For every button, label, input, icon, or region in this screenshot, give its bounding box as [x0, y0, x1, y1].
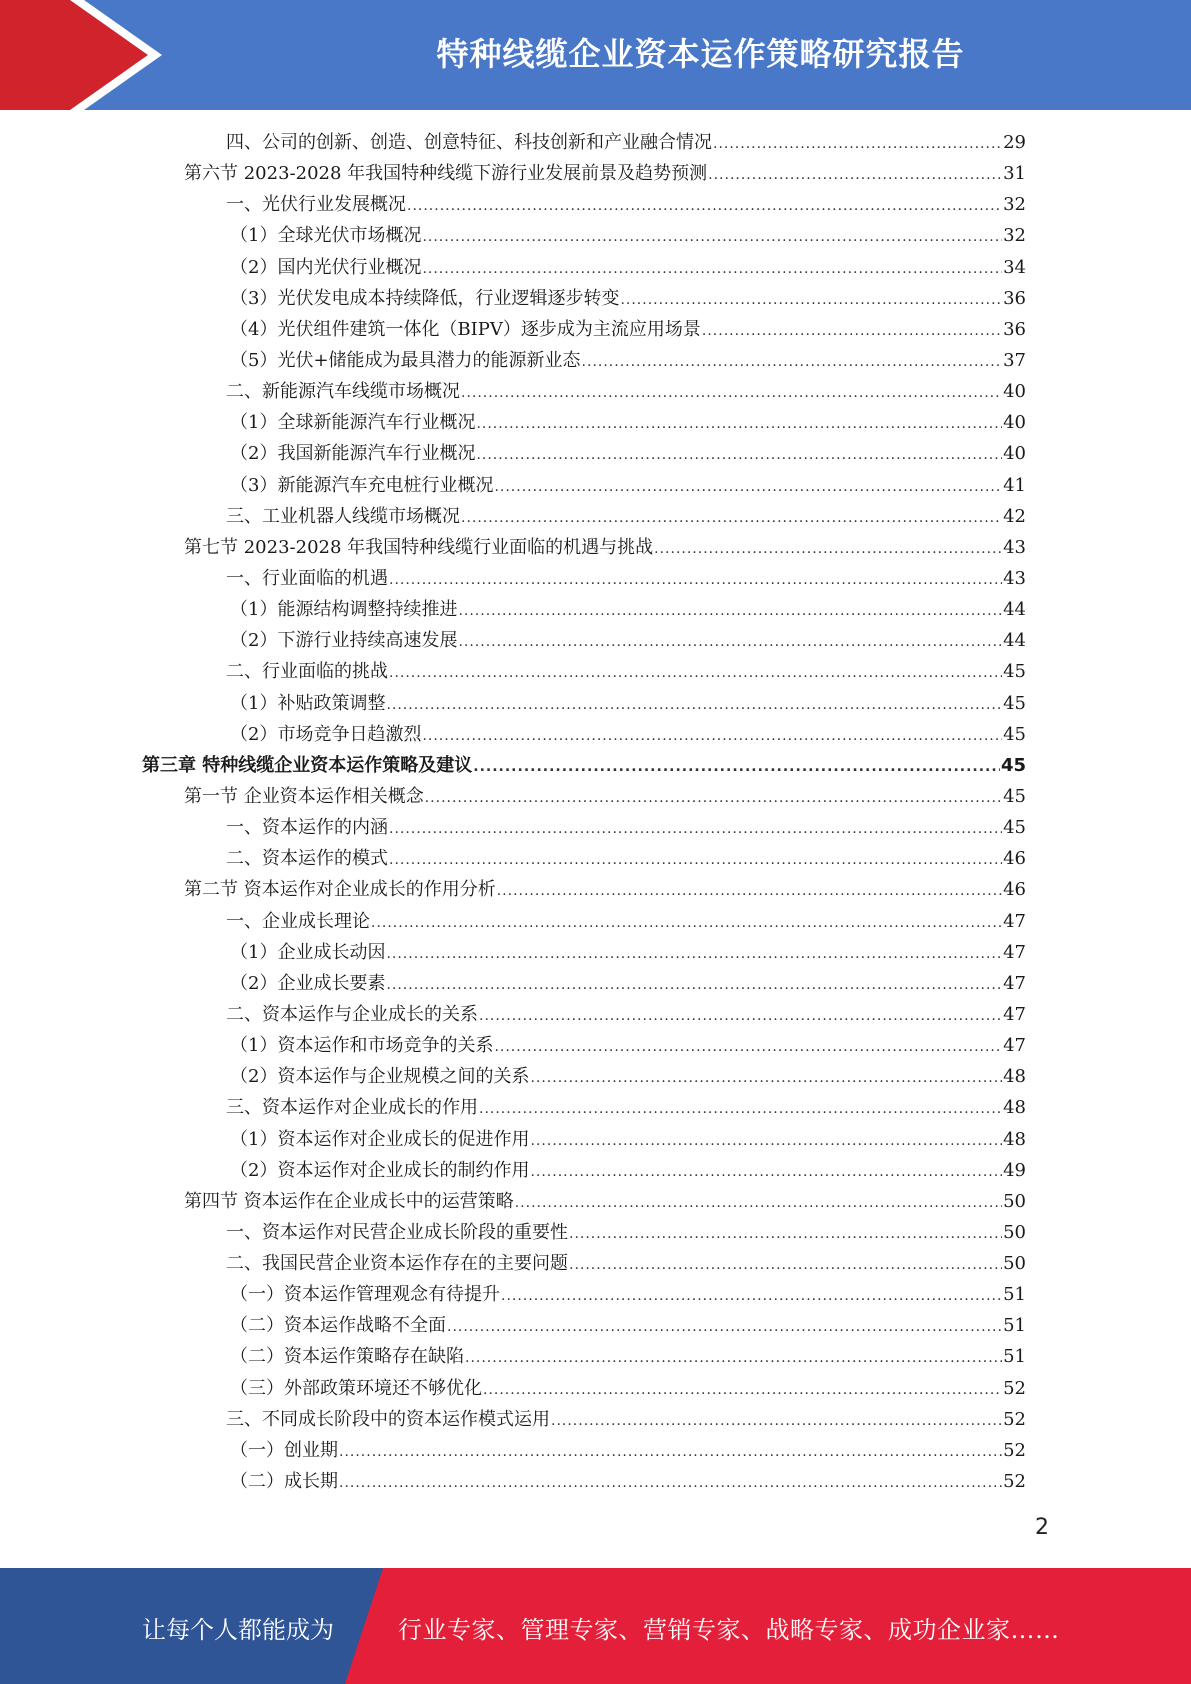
toc-entry-title: （5）光伏+储能成为最具潜力的能源新业态 [230, 349, 581, 371]
toc-leader-dots [551, 1406, 1002, 1437]
toc-entry[interactable] [142, 1310, 1026, 1341]
toc-entry[interactable] [142, 438, 1026, 469]
toc-entry-title: （2）企业成长要素 [230, 972, 386, 994]
toc-entry-page: 40 [1003, 443, 1026, 465]
toc-entry-page: 45 [1003, 785, 1026, 807]
toc-entry[interactable] [142, 345, 1026, 376]
toc-leader-dots [501, 1281, 1002, 1312]
toc-entry[interactable] [142, 1466, 1026, 1497]
toc-entry-title: 三、不同成长阶段中的资本运作模式运用 [226, 1408, 550, 1430]
toc-entry-page: 43 [1003, 536, 1026, 558]
toc-entry-title: （二）资本运作策略存在缺陷 [230, 1346, 464, 1368]
toc-entry[interactable] [142, 283, 1026, 314]
toc-entry-page: 42 [1003, 505, 1026, 527]
toc-leader-dots [476, 440, 1002, 471]
toc-leader-dots [654, 534, 1002, 565]
toc-entry[interactable] [142, 1341, 1026, 1372]
toc-entry-page: 47 [1003, 941, 1026, 963]
toc-leader-dots [458, 596, 1002, 627]
toc-entry-title: 四、公司的创新、创造、创意特征、科技创新和产业融合情况 [226, 132, 712, 153]
toc-entry[interactable] [142, 1435, 1026, 1466]
toc-leader-dots [483, 1375, 1002, 1406]
toc-entry-page: 41 [1003, 474, 1026, 496]
toc-leader-dots [371, 908, 1002, 939]
toc-entry-page: 45 [1000, 754, 1026, 776]
toc-entry-title: 一、光伏行业发展概况 [226, 194, 406, 216]
toc-entry[interactable] [142, 376, 1026, 407]
toc-entry-page: 45 [1003, 723, 1026, 745]
toc-entry[interactable] [142, 1217, 1026, 1248]
toc-entry-title: （1）企业成长动因 [230, 941, 386, 963]
toc-entry-page: 50 [1003, 1221, 1026, 1243]
toc-leader-dots [422, 222, 1002, 253]
toc-entry[interactable] [142, 1124, 1026, 1155]
toc-leader-dots [386, 939, 1002, 970]
toc-entry-title: 三、资本运作对企业成长的作用 [226, 1097, 478, 1119]
toc-entry-title: （2）我国新能源汽车行业概况 [230, 443, 476, 465]
toc-entry[interactable] [142, 874, 1026, 905]
toc-leader-dots [422, 254, 1002, 285]
toc-entry-page: 34 [1003, 256, 1026, 278]
toc-entry-title: （2）资本运作对企业成长的制约作用 [230, 1159, 530, 1181]
toc-entry[interactable] [142, 999, 1026, 1030]
toc-entry-page: 47 [1003, 910, 1026, 932]
toc-entry-title: 第六节 2023-2028 年我国特种线缆下游行业发展前景及趋势预测 [184, 163, 708, 185]
toc-entry-page: 29 [1003, 132, 1026, 153]
page-number: 2 [1035, 1515, 1049, 1540]
toc-leader-dots [458, 627, 1002, 658]
toc-entry[interactable] [142, 1279, 1026, 1310]
page-footer [0, 1568, 1191, 1684]
toc-leader-dots [530, 1063, 1002, 1094]
table-of-contents [142, 127, 1026, 1497]
page-header [0, 0, 1191, 110]
toc-entry-page: 32 [1003, 194, 1026, 216]
toc-entry[interactable] [142, 1061, 1026, 1092]
toc-entry-title: （3）新能源汽车充电桩行业概况 [230, 474, 494, 496]
toc-entry-page: 50 [1003, 1190, 1026, 1212]
toc-entry-page: 51 [1003, 1284, 1026, 1306]
toc-entry[interactable] [142, 781, 1026, 812]
toc-entry-page: 50 [1003, 1253, 1026, 1275]
toc-entry-page: 48 [1003, 1128, 1026, 1150]
toc-entry-title: （1）全球光伏市场概况 [230, 225, 422, 247]
toc-leader-dots [386, 690, 1002, 721]
toc-leader-dots [479, 1001, 1002, 1032]
toc-entry[interactable] [142, 470, 1026, 501]
toc-entry-page: 47 [1003, 1035, 1026, 1057]
toc-entry-title: （1）资本运作和市场竞争的关系 [230, 1035, 494, 1057]
toc-entry[interactable] [142, 127, 1026, 158]
toc-leader-dots [389, 814, 1002, 845]
toc-entry-title: 第七节 2023-2028 年我国特种线缆行业面临的机遇与挑战 [184, 536, 654, 558]
toc-entry-title: （二）资本运作战略不全面 [230, 1315, 446, 1337]
toc-leader-dots [386, 970, 1002, 1001]
toc-entry-page: 44 [1003, 630, 1026, 652]
toc-leader-dots [530, 1126, 1002, 1157]
toc-leader-dots [447, 1312, 1002, 1343]
toc-entry[interactable] [142, 968, 1026, 999]
toc-entry-title: （一）资本运作管理观念有待提升 [230, 1284, 500, 1306]
toc-leader-dots [389, 565, 1002, 596]
toc-entry-page: 47 [1003, 1003, 1026, 1025]
toc-entry-title: （3）光伏发电成本持续降低，行业逻辑逐步转变 [230, 287, 620, 309]
toc-entry-title: 第一节 企业资本运作相关概念 [184, 785, 424, 807]
toc-entry[interactable] [142, 314, 1026, 345]
toc-entry-page: 52 [1003, 1408, 1026, 1430]
toc-entry-page: 46 [1003, 879, 1026, 901]
toc-entry[interactable] [142, 252, 1026, 283]
toc-entry-page: 48 [1003, 1066, 1026, 1088]
toc-entry-title: （二）成长期 [230, 1471, 338, 1493]
report-title: 特种线缆企业资本运作策略研究报告 [436, 35, 965, 73]
toc-entry-title: 二、资本运作与企业成长的关系 [226, 1003, 478, 1025]
footer-slogan-left: 让每个人都能成为 [142, 1616, 334, 1644]
toc-entry[interactable] [142, 688, 1026, 719]
toc-entry-title: （1）能源结构调整持续推进 [230, 599, 458, 621]
toc-entry-title: （1）全球新能源汽车行业概况 [230, 412, 476, 434]
toc-entry-page: 47 [1003, 972, 1026, 994]
toc-entry-title: 第二节 资本运作对企业成长的作用分析 [184, 879, 496, 901]
toc-entry-page: 36 [1003, 318, 1026, 340]
toc-entry-page: 36 [1003, 287, 1026, 309]
toc-entry[interactable] [142, 937, 1026, 968]
toc-leader-dots [494, 472, 1002, 503]
toc-entry[interactable] [142, 563, 1026, 594]
toc-entry[interactable] [142, 1248, 1026, 1279]
toc-entry-title: 第四节 资本运作在企业成长中的运营策略 [184, 1190, 514, 1212]
toc-entry[interactable] [142, 1186, 1026, 1217]
toc-entry-title: 第三章 特种线缆企业资本运作策略及建议 [142, 754, 473, 776]
toc-leader-dots [339, 1468, 1002, 1499]
toc-entry-title: （4）光伏组件建筑一体化（BIPV）逐步成为主流应用场景 [230, 318, 701, 340]
toc-leader-dots [713, 129, 1002, 160]
toc-leader-dots [702, 316, 1002, 347]
toc-entry-page: 37 [1003, 349, 1026, 371]
toc-leader-dots [473, 752, 1000, 783]
toc-leader-dots [389, 845, 1002, 876]
toc-leader-dots [582, 347, 1003, 378]
toc-leader-dots [422, 721, 1002, 752]
toc-entry-title: 二、资本运作的模式 [226, 848, 388, 870]
toc-leader-dots [569, 1219, 1002, 1250]
toc-entry-page: 51 [1003, 1346, 1026, 1368]
toc-entry[interactable] [142, 220, 1026, 251]
toc-entry[interactable] [142, 1155, 1026, 1186]
toc-entry-page: 45 [1003, 692, 1026, 714]
toc-entry[interactable] [142, 750, 1026, 781]
toc-entry-page: 45 [1003, 817, 1026, 839]
toc-entry-page: 52 [1003, 1471, 1026, 1493]
toc-entry-title: 一、资本运作的内涵 [226, 817, 388, 839]
toc-entry-title: 三、工业机器人线缆市场概况 [226, 505, 460, 527]
toc-entry[interactable] [142, 812, 1026, 843]
toc-entry-title: （2）资本运作与企业规模之间的关系 [230, 1066, 530, 1088]
toc-entry-page: 48 [1003, 1097, 1026, 1119]
toc-entry-title: 一、行业面临的机遇 [226, 567, 388, 589]
toc-entry[interactable] [142, 906, 1026, 937]
toc-entry-page: 40 [1003, 412, 1026, 434]
toc-entry-title: （2）国内光伏行业概况 [230, 256, 422, 278]
toc-leader-dots [569, 1250, 1002, 1281]
toc-entry-page: 51 [1003, 1315, 1026, 1337]
toc-entry-title: 一、资本运作对民营企业成长阶段的重要性 [226, 1221, 568, 1243]
toc-entry-title: （1）补贴政策调整 [230, 692, 386, 714]
toc-entry-page: 40 [1003, 381, 1026, 403]
toc-entry-page: 31 [1003, 163, 1026, 185]
toc-entry-title: （三）外部政策环境还不够优化 [230, 1377, 482, 1399]
toc-entry[interactable] [142, 1404, 1026, 1435]
toc-entry-title: 二、行业面临的挑战 [226, 661, 388, 683]
toc-entry-title: （2）下游行业持续高速发展 [230, 630, 458, 652]
toc-leader-dots [425, 783, 1002, 814]
toc-leader-dots [339, 1437, 1002, 1468]
toc-entry-page: 52 [1003, 1439, 1026, 1461]
toc-entry[interactable] [142, 843, 1026, 874]
toc-entry-title: 一、企业成长理论 [226, 910, 370, 932]
toc-entry-page: 45 [1003, 661, 1026, 683]
toc-entry[interactable] [142, 1373, 1026, 1404]
toc-entry[interactable] [142, 1092, 1026, 1123]
toc-leader-dots [479, 1094, 1002, 1125]
toc-leader-dots [497, 876, 1002, 907]
toc-entry[interactable] [142, 625, 1026, 656]
toc-leader-dots [389, 658, 1002, 689]
toc-entry[interactable] [142, 656, 1026, 687]
toc-entry-page: 46 [1003, 848, 1026, 870]
toc-entry[interactable] [142, 158, 1026, 189]
toc-entry-page: 49 [1003, 1159, 1026, 1181]
toc-leader-dots [461, 503, 1002, 534]
toc-entry-page: 43 [1003, 567, 1026, 589]
toc-entry-title: （一）创业期 [230, 1439, 338, 1461]
footer-slogan-right: 行业专家、管理专家、营销专家、战略专家、成功企业家…… [398, 1616, 1060, 1644]
toc-leader-dots [620, 285, 1002, 316]
toc-entry-page: 44 [1003, 599, 1026, 621]
toc-entry[interactable] [142, 1030, 1026, 1061]
toc-leader-dots [708, 160, 1002, 191]
toc-leader-dots [530, 1157, 1002, 1188]
toc-leader-dots [407, 191, 1002, 222]
toc-entry[interactable] [142, 407, 1026, 438]
toc-leader-dots [515, 1188, 1002, 1219]
toc-entry[interactable] [142, 501, 1026, 532]
toc-entry-title: 二、新能源汽车线缆市场概况 [226, 381, 460, 403]
toc-leader-dots [476, 409, 1002, 440]
toc-entry[interactable] [142, 594, 1026, 625]
toc-entry-title: （1）资本运作对企业成长的促进作用 [230, 1128, 530, 1150]
toc-entry[interactable] [142, 532, 1026, 563]
toc-entry[interactable] [142, 189, 1026, 220]
toc-leader-dots [494, 1032, 1002, 1063]
toc-entry[interactable] [142, 719, 1026, 750]
toc-entry-page: 52 [1003, 1377, 1026, 1399]
toc-entry-title: 二、我国民营企业资本运作存在的主要问题 [226, 1253, 568, 1275]
toc-leader-dots [465, 1343, 1002, 1374]
toc-entry-title: （2）市场竞争日趋激烈 [230, 723, 422, 745]
toc-leader-dots [461, 378, 1002, 409]
toc-entry-page: 32 [1003, 225, 1026, 247]
